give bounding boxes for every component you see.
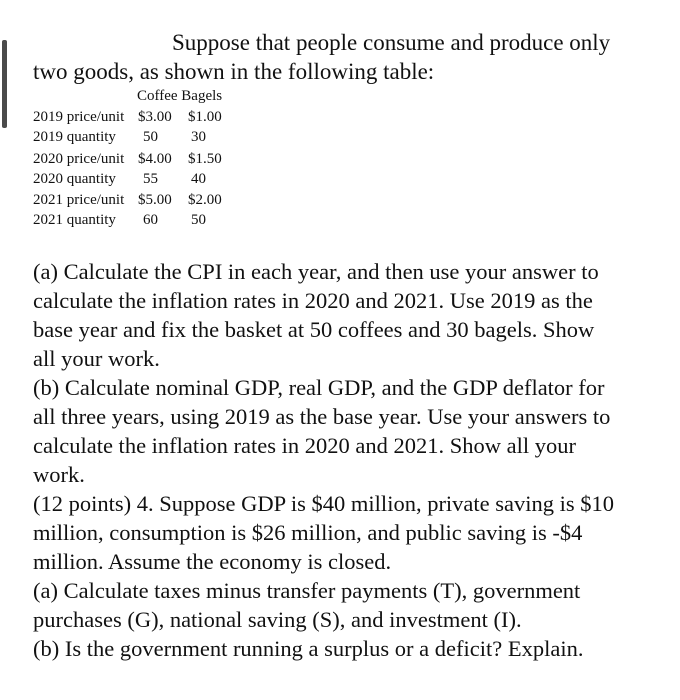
question-text bbox=[33, 257, 673, 663]
text-line: work. bbox=[33, 462, 85, 487]
text-line: (b) Is the government running a surplus or a deficit? Explain. bbox=[33, 636, 584, 661]
intro-line-2: two goods, as shown in the following table: bbox=[33, 59, 435, 84]
table-row: 2019 price/unit $3.00 $1.00 bbox=[33, 109, 222, 125]
text-line: all your work. bbox=[33, 346, 160, 371]
text-line: (b) Calculate nominal GDP, real GDP, and the GDP deflator for bbox=[33, 375, 605, 400]
text-line: million. Assume the economy is closed. bbox=[33, 549, 392, 574]
text-line: all three years, using 2019 as the base year. Use your answers to bbox=[33, 404, 611, 429]
text-line: purchases (G), national saving (S), and investment (I). bbox=[33, 607, 522, 632]
text-line: base year and fix the basket at 50 coffees and 30 bagels. Show bbox=[33, 317, 595, 342]
table-row: 2021 quantity 60 50 bbox=[33, 212, 206, 228]
text-line: (a) Calculate the CPI in each year, and then use your answer to bbox=[33, 259, 599, 284]
text-line: (a) Calculate taxes minus transfer payments (T), government bbox=[33, 578, 581, 603]
intro-line-1: Suppose that people consume and produce only bbox=[172, 30, 611, 55]
table-row: 2020 quantity 55 40 bbox=[33, 171, 206, 187]
table-row: 2020 price/unit $4.00 $1.50 bbox=[33, 151, 222, 167]
text-line: calculate the inflation rates in 2020 and 2021. Use 2019 as the bbox=[33, 288, 593, 313]
table-header: Coffee Bagels bbox=[137, 88, 223, 104]
text-line: million, consumption is $26 million, and public saving is -$4 bbox=[33, 520, 583, 545]
scroll-indicator bbox=[2, 40, 7, 128]
table-row: 2021 price/unit $5.00 $2.00 bbox=[33, 192, 222, 208]
text-line: (12 points) 4. Suppose GDP is $40 million, private saving is $10 bbox=[33, 491, 615, 516]
goods-table bbox=[33, 86, 293, 236]
table-row: 2019 quantity 50 30 bbox=[33, 129, 206, 145]
text-line: calculate the inflation rates in 2020 and 2021. Show all your bbox=[33, 433, 576, 458]
